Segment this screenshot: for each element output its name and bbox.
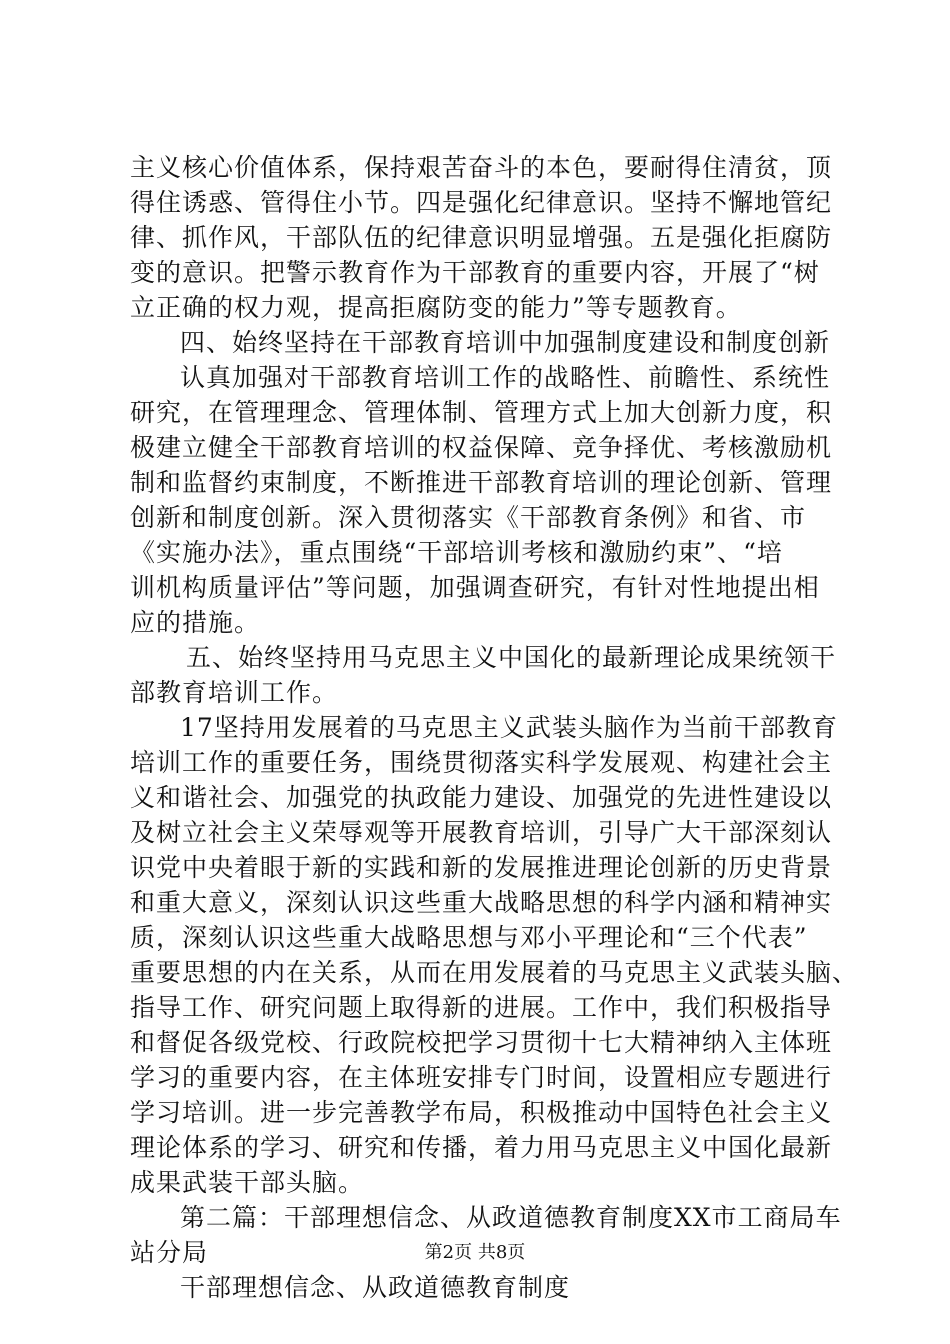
text-line: 指导工作、研究问题上取得新的进展。工作中，我们积极指导 — [130, 993, 833, 1022]
text-line: 17坚持用发展着的马克思主义武装头脑作为当前干部教育 — [180, 713, 838, 742]
text-line: 识党中央着眼于新的实践和新的发展推进理论创新的历史背景 — [130, 853, 833, 882]
chapter-heading-continued: 站分局 — [130, 1238, 209, 1267]
text-line: 成果武装干部头脑。 — [130, 1168, 365, 1197]
text-line: 研究，在管理理念、管理体制、管理方式上加大创新力度，积 — [130, 398, 833, 427]
text-line: 义和谐社会、加强党的执政能力建设、加强党的先进性建设以 — [130, 783, 833, 812]
text-line: 律、抓作风，干部队伍的纪律意识明显增强。五是强化拒腐防 — [130, 223, 833, 252]
text-line: 培训工作的重要任务，围绕贯彻落实科学发展观、构建社会主 — [130, 748, 833, 777]
text-line: 变的意识。把警示教育作为干部教育的重要内容，开展了“树 — [130, 258, 820, 287]
text-line: 《实施办法》，重点围绕“干部培训考核和激励约束”、“培 — [130, 538, 783, 567]
text-line: 质，深刻认识这些重大战略思想与邓小平理论和“三个代表” — [130, 923, 808, 952]
text-line: 及树立社会主义荣辱观等开展教育培训，引导广大干部深刻认 — [130, 818, 833, 847]
document-body — [130, 150, 859, 1305]
text-line: 和督促各级党校、行政院校把学习贯彻十七大精神纳入主体班 — [130, 1028, 833, 1057]
section-heading-4: 四、始终坚持在干部教育培训中加强制度建设和制度创新 — [180, 328, 831, 357]
section-heading-5: 五、始终坚持用马克思主义中国化的最新理论成果统领干 — [186, 643, 837, 672]
text-line: 部教育培训工作。 — [130, 678, 339, 707]
page-footer — [0, 1241, 950, 1265]
subtitle: 干部理想信念、从政道德教育制度 — [180, 1273, 571, 1302]
text-line: 立正确的权力观，提高拒腐防变的能力”等专题教育。 — [130, 293, 742, 322]
text-line: 学习培训。进一步完善教学布局，积极推动中国特色社会主义 — [130, 1098, 833, 1127]
text-line: 重要思想的内在关系，从而在用发展着的马克思主义武装头脑、 — [130, 958, 859, 987]
text-line: 理论体系的学习、研究和传播，着力用马克思主义中国化最新 — [130, 1133, 833, 1162]
text-line: 极建立健全干部教育培训的权益保障、竞争择优、考核激励机 — [130, 433, 833, 462]
text-line: 应的措施。 — [130, 608, 261, 637]
chapter-heading: 第二篇：干部理想信念、从政道德教育制度XX市工商局车 — [180, 1203, 842, 1232]
text-line: 和重大意义，深刻认识这些重大战略思想的科学内涵和精神实 — [130, 888, 833, 917]
text-line: 制和监督约束制度，不断推进干部教育培训的理论创新、管理 — [130, 468, 833, 497]
text-line: 训机构质量评估”等问题，加强调查研究，有针对性地提出相 — [130, 573, 820, 602]
page-number: 第2页 共8页 — [424, 1242, 526, 1263]
text-line: 创新和制度创新。深入贯彻落实《干部教育条例》和省、市 — [130, 503, 807, 532]
text-line: 认真加强对干部教育培训工作的战略性、前瞻性、系统性 — [180, 363, 831, 392]
text-line: 主义核心价值体系，保持艰苦奋斗的本色，要耐得住清贫，顶 — [130, 153, 833, 182]
text-line: 学习的重要内容，在主体班安排专门时间，设置相应专题进行 — [130, 1063, 833, 1092]
text-line: 得住诱惑、管得住小节。四是强化纪律意识。坚持不懈地管纪 — [130, 188, 833, 217]
